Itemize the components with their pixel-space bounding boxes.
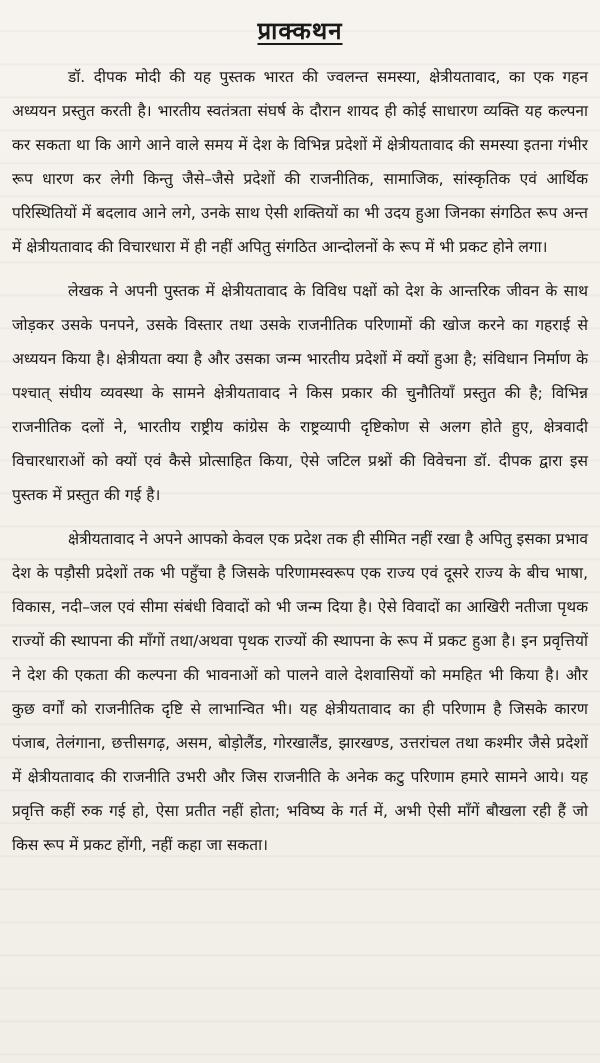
paragraph: लेखक ने अपनी पुस्तक में क्षेत्रीयतावाद के विविध पक्षों को देश के आन्तरिक जीवन के साथ जोड़कर उसके पनपने, उसके विस्तार तथा उसके राजनीतिक परिणामों की खोज करने का गहराई से अध्ययन किया है। क्षेत्रीयता क्या है और उसका जन्म भारतीय प्रदेशों में क्यों हुआ है; संविधान निर्माण के पश्चात् संघीय व्यवस्था के सामने क्षेत्रीयतावाद ने किस प्रकार की चुनौतियाँ प्रस्तुत की है; विभिन्न राजनीतिक दलों ने, भारतीय राष्ट्रीय कांग्रेस के राष्ट्रव्यापी दृष्टिकोण से अलग होते हुए, क्षेत्रवादी विचारधाराओं को क्यों एवं कैसे प्रोत्साहित किया, ऐसे जटिल प्रश्नों की विवेचना डॉ. दीपक द्वारा इस पुस्तक में प्रस्तुत की गई है।	[12, 282, 588, 504]
page-title: प्राक्कथन	[257, 17, 343, 45]
page-body	[12, 60, 588, 872]
paragraph: क्षेत्रीयतावाद ने अपने आपको केवल एक प्रदेश तक ही सीमित नहीं रखा है अपितु इसका प्रभाव देश के पड़ौसी प्रदेशों तक भी पहुँचा है जिसके परिणामस्वरूप एक राज्य एवं दूसरे राज्य के बीच भाषा, विकास, नदी–जल एवं सीमा संबंधी विवादों को भी जन्म दिया है। ऐसे विवादों का आखिरी नतीजा पृथक राज्यों की स्थापना की माँगों तथा/अथवा पृथक राज्यों की स्थापना के रूप में प्रकट हुआ है। इन प्रवृत्तियों ने देश की एकता की कल्पना की भावनाओं को पालने वाले देशवासियों को ममहित भी किया है। और कुछ वर्गों को राजनीतिक दृष्टि से लाभान्वित भी। यह क्षेत्रीयतावाद का ही परिणाम है जिसके कारण पंजाब, तेलंगाना, छत्तीसगढ़, असम, बोड़ोलैंड, गोरखालैंड, झारखण्ड, उत्तरांचल तथा कश्मीर जैसे प्रदेशों में क्षेत्रीयतावाद की राजनीति उभरी और जिस राजनीति के अनेक कटु परिणाम हमारे सामने आये। यह प्रवृत्ति कहीं रुक गई हो, ऐसा प्रतीत नहीं होता; भविष्य के गर्त में, अभी ऐसी माँगें बौखला रही हैं जो किस रूप में प्रकट होंगी, नहीं कहा जा सकता।	[12, 530, 588, 854]
paragraph: डॉ. दीपक मोदी की यह पुस्तक भारत की ज्वलन्त समस्या, क्षेत्रीयतावाद, का एक गहन अध्ययन प्रस्तुत करती है। भारतीय स्वतंत्रता संघर्ष के दौरान शायद ही कोई साधारण व्यक्ति यह कल्पना कर सकता था कि आगे आने वाले समय में देश के विभिन्न प्रदेशों में क्षेत्रीयतावाद की समस्या इतना गंभीर रूप धारण कर लेगी किन्तु जैसे–जैसे प्रदेशों की राजनीतिक, सामाजिक, सांस्कृतिक एवं आर्थिक परिस्थितियों में बदलाव आने लगे, उनके साथ ऐसी शक्तियों का भी उदय हुआ जिनका संगठित रूप अन्त में क्षेत्रीयतावाद की विचारधारा में ही नहीं अपितु संगठित आन्दोलनों के रूप में भी प्रकट होने लगा।	[12, 68, 588, 256]
